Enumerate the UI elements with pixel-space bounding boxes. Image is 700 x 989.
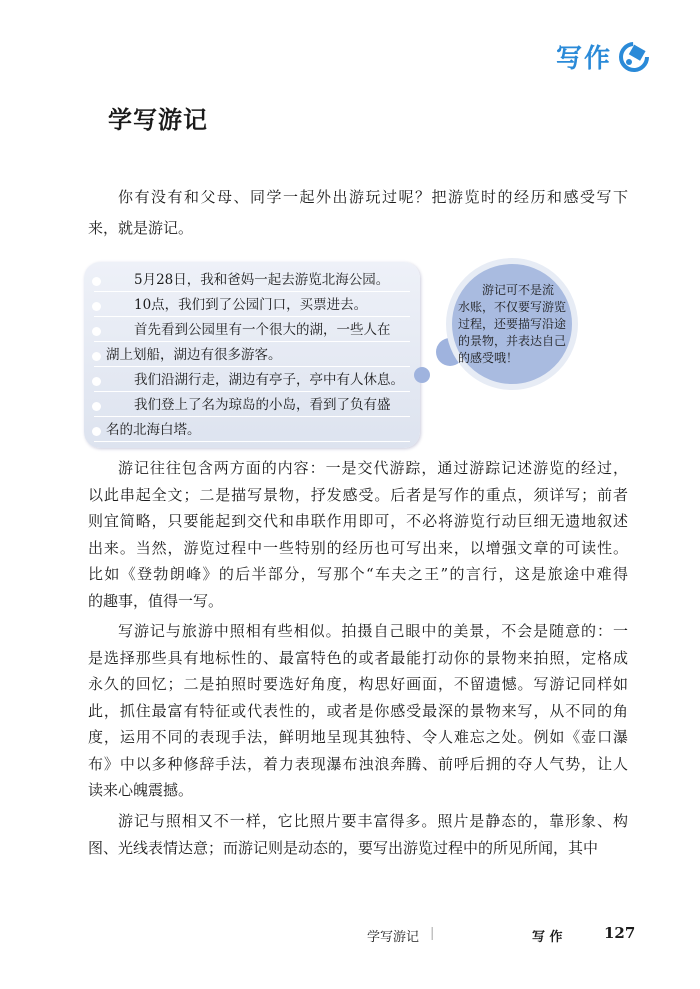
text-line: 写游记与旅游中照相有些相似。拍摄自己眼中的美景，不会是随意的：一 — [118, 622, 628, 640]
text-line: 度，运用不同的表现手法，鲜明地呈现其独特、令人难忘之处。例如《壶口瀑 — [88, 728, 628, 746]
note-line: 我们登上了名为琼岛的小岛，看到了负有盛 — [94, 393, 410, 417]
note-line: 5月28日，我和爸妈一起去游览北海公园。 — [94, 268, 410, 292]
text-line: 你有没有和父母、同学一起外出游玩过呢？把游览时的经历和感受写下 — [118, 188, 628, 206]
bubble-line: 过程，还要描写沿途 — [458, 317, 567, 331]
note-line: 我们沿湖行走，湖边有亭子，亭中有人休息。 — [94, 368, 410, 392]
diary-note-card — [84, 262, 420, 448]
text-line: 此，抓住最富有特征或代表性的，或者是你感受最深的景物来写，从不同的角 — [88, 701, 628, 720]
text-line: 出来。当然，游览过程中一些特别的经历也可写出来，以增强文章的可读性。 — [88, 538, 628, 557]
footer-lesson: 学写游记 — [367, 930, 420, 945]
page-number: 127 — [604, 924, 636, 942]
tip-bubble — [446, 258, 578, 390]
thought-dot — [414, 367, 430, 383]
footer-section: 写 作 — [532, 930, 563, 945]
section-label: 写作 — [556, 44, 613, 74]
text-line: 则宜简略，只要能起到交代和串联作用即可，不必将游览行动巨细无遗地叙述 — [88, 512, 628, 530]
text-line: 是选择那些具有地标性的、最富特色的或者最能打动你的景物来拍照，定格成 — [88, 648, 628, 667]
footer-divider: | — [430, 926, 435, 941]
text-line: 图、光线表情达意；而游记则是动态的，要写出游览过程中的所见所闻，其中 — [88, 838, 599, 857]
text-line: 读来心魄震撼。 — [88, 781, 194, 799]
text-line: 游记往往包含两方面的内容：一是交代游踪，通过游踪记述游览的经过， — [118, 459, 628, 477]
intro-paragraph — [88, 182, 628, 244]
text-line: 永久的回忆；二是拍照时要选好角度，构思好画面，不留遗憾。写游记同样如 — [88, 675, 628, 693]
page-title: 学写游记 — [108, 106, 208, 134]
note-line: 10点，我们到了公园门口，买票进去。 — [94, 293, 410, 317]
text-line: 来，就是游记。 — [88, 219, 194, 237]
text-line: 以此串起全文；二是描写景物，抒发感受。后者是写作的重点，须详写；前者 — [88, 485, 628, 504]
text-line: 布》中以多种修辞手法，着力表现瀑布浊浪奔腾、前呼后拥的夺人气势，让人 — [88, 754, 628, 773]
text-line: 的趣事，值得一写。 — [88, 591, 224, 610]
body-paragraph — [88, 455, 628, 614]
bubble-line: 游记可不是流 — [482, 283, 555, 297]
bubble-line: 水账，不仅要写游览 — [458, 300, 567, 314]
note-line: 湖上划船，湖边有很多游客。 — [94, 343, 410, 367]
section-header — [556, 38, 650, 75]
pen-writing-icon — [618, 41, 650, 73]
text-line: 游记与照相又不一样，它比照片要丰富得多。照片是静态的，靠形象、构 — [118, 812, 628, 830]
note-line: 首先看到公园里有一个很大的湖，一些人在 — [94, 318, 410, 342]
bubble-line: 的感受哦！ — [458, 351, 519, 365]
text-line: 比如《登勃朗峰》的后半部分，写那个“车夫之王”的言行，这是旅途中难得 — [88, 565, 628, 583]
body-paragraph — [88, 808, 628, 861]
body-paragraph — [88, 618, 628, 804]
note-line: 名的北海白塔。 — [94, 418, 410, 442]
bubble-line: 的景物，并表达自己 — [458, 334, 567, 348]
